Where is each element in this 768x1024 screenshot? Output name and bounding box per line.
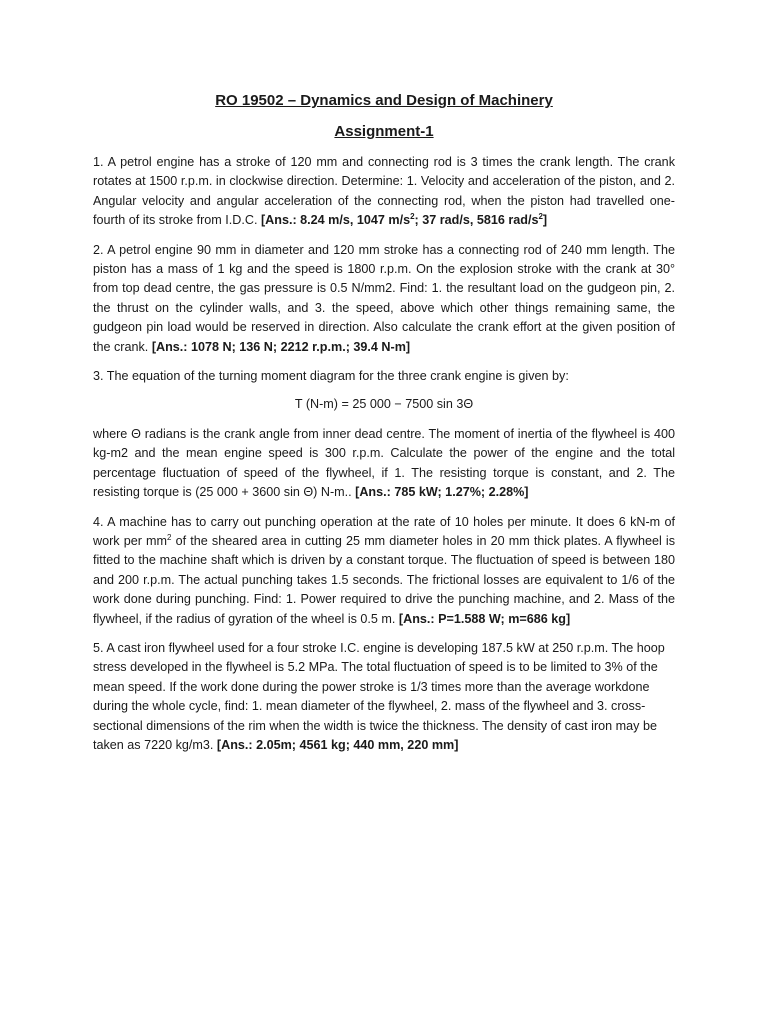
question-number: 1. (93, 155, 104, 169)
question-number: 2. (93, 242, 104, 257)
superscript: 2 (410, 212, 415, 222)
question-text: A petrol engine has a stroke of 120 mm and connecting rod is 3 times the crank length. The crank rotates at 1500 r.p.m. in clockwise direction. Determine: 1. Velocity and acceleration of the piston, and 2. Angular velocity and angular acceleration of the connecting rod, when the piston had travelled one-fourth of its stroke from I.D.C. (93, 155, 675, 228)
answer-part: [Ans.: 8.24 m/s, 1047 m/s (260, 213, 411, 228)
document-page (93, 86, 675, 755)
superscript: 2 (167, 532, 172, 542)
question-number: 5. (93, 640, 104, 655)
question-number: 3. (93, 369, 104, 384)
answer: [Ans.: 1078 N; 136 N; 2212 r.p.m.; 39.4 N-m] (151, 339, 411, 354)
question-text: A petrol engine 90 mm in diameter and 120 mm stroke has a connecting rod of 240 mm length. The piston has a mass of 1 kg and the speed is 1800 r.p.m. On the explosion stroke with the crank at 30° from top dead centre, the gas pressure is 0.5 N/mm2. Find: 1. the resultant load on the gudgeon pin, 2. the thrust on the cylinder walls, and 3. the speed, above which other things remaining same, the gudgeon pin load would be reserved in direction. Also calculate the crank effort at the given position of the crank. (93, 242, 675, 354)
answer: [Ans.: P=1.588 W; m=686 kg] (398, 611, 571, 626)
question-2 (93, 241, 675, 357)
answer-part: ; 37 rad/s, 5816 rad/s (414, 213, 539, 228)
torque-equation: T (N-m) = 25 000 − 7500 sin 3Θ (294, 397, 474, 412)
answer: [Ans.: 2.05m; 4561 kg; 440 mm, 220 mm] (216, 737, 459, 752)
question-1 (93, 153, 675, 231)
assignment-heading: Assignment-1 (334, 123, 434, 140)
answer: [Ans.: 785 kW; 1.27%; 2.28%] (355, 485, 529, 500)
question-text: A cast iron flywheel used for a four stroke I.C. engine is developing 187.5 kW at 250 r.p.m. The hoop stress developed in the flywheel is 5.2 MPa. The total fluctuation of speed is to be limited to 3% of the mean speed. If the work done during the power stroke is 1/3 times more than the average workdone during the whole cycle, find: 1. mean diameter of the flywheel, 2. mass of the flywheel and 3. cross-sectional dimensions of the rim when the width is twice the thickness. The density of cast iron may be taken as 7220 kg/m3. (93, 640, 665, 752)
answer (261, 213, 547, 227)
question-text: A machine has to carry out punching operation at the rate of 10 holes per minute. It does 6 kN-m of work per mm (93, 514, 675, 548)
question-4 (93, 513, 675, 629)
question-text: The equation of the turning moment diagram for the three crank engine is given by: (106, 369, 569, 384)
question-3-body (93, 425, 675, 503)
superscript: 2 (538, 212, 543, 222)
question-5 (93, 639, 675, 755)
document-title: RO 19502 – Dynamics and Design of Machinery (215, 92, 553, 109)
question-text: of the sheared area in cutting 25 mm diameter holes in 20 mm thick plates. A flywheel is fitted to the machine shaft which is driven by a constant torque. The fluctuation of speed is between 180 and 200 r.p.m. The actual punching takes 1.5 seconds. The frictional losses are equivalent to 1/6 of the work done during punching. Find: 1. Power required to drive the punching machine, and 2. Mass of the flywheel, if the radius of gyration of the wheel is 0.5 m. (93, 533, 675, 626)
question-number: 4. (93, 514, 104, 529)
question-3-intro (93, 367, 675, 386)
answer-part: ] (542, 213, 548, 228)
question-text: where Θ radians is the crank angle from inner dead centre. The moment of inertia of the flywheel is 400 kg-m2 and the mean engine speed is 300 r.p.m. Calculate the power of the engine and the total percentage fluctuation of speed of the flywheel, if 1. The resisting torque is constant, and 2. The resisting torque is (25 000 + 3600 sin Θ) N-m.. (93, 426, 675, 500)
